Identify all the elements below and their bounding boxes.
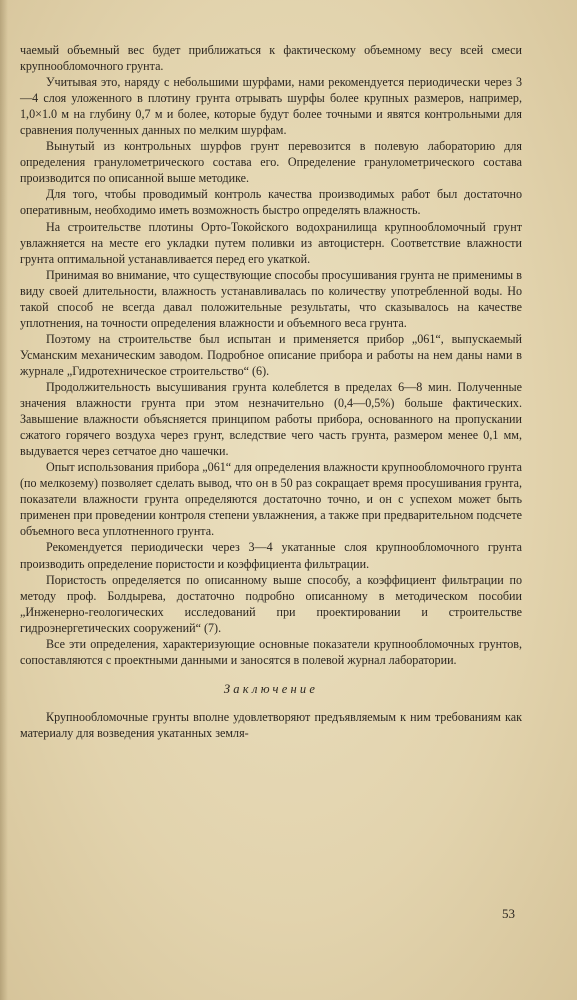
paragraph-5: На строительстве плотины Орто-Токойского водохранилища крупнообломочный грунт увлажняется на месте его укладки путем поливки из автоцистерн. Соответствие влажности грунта оптимальной устанавливается перед его укаткой. bbox=[20, 219, 522, 266]
section-heading: Заключение bbox=[223, 681, 319, 696]
paragraph-4: Для того, чтобы проводимый контроль качества производимых работ был достаточно оперативным, необходимо иметь возможность быстро определять влажность. bbox=[20, 187, 522, 218]
paragraph-7: Поэтому на строительстве был испытан и применяется прибор „061“, выпускаемый Усманским механическим заводом. Подробное описание прибора и работы на нем даны нами в журнале „Гидротехническое строительство“ (6). bbox=[20, 331, 522, 378]
paragraph-11: Пористость определяется по описанному выше способу, а коэффициент фильтрации по методу проф. Болдырева, достаточно подробно описанному в методическом пособии „Инженерно-геологических исследований при проектировании и строительстве гидроэнергетических сооружений“ (7). bbox=[20, 572, 522, 635]
paragraph-3: Вынутый из контрольных шурфов грунт перевозится в полевую лабораторию для определения гранулометрического состава его. Определение гранулометрического состава производится по описанной выше методике. bbox=[20, 139, 522, 186]
paragraph-2: Учитывая это, наряду с небольшими шурфами, нами рекомендуется периодически через 3—4 слоя уложенного в плотину грунта отрывать шурфы более крупных размеров, например, 1,0×1.0 м на глубину 0,7 м и более, которые будут более точными и явятся контрольными для сравнения полученных данных по мелким шурфам. bbox=[20, 75, 522, 138]
page-body bbox=[20, 42, 522, 741]
paragraph-10: Рекомендуется периодически через 3—4 укатанные слоя крупнообломочного грунта производить определение пористости и коэффициента фильтрации. bbox=[20, 540, 522, 571]
paragraph-8: Продолжительность высушивания грунта колеблется в пределах 6—8 мин. Полученные значения влажности грунта при этом незначительно (0,4—0,5%) больше фактических. Завышение влажности объясняется принципом работы прибора, основанного на пропускании сжатого горячего воздуха через грунт, вследствие чего часть грунта, размером менее 0,1 мм, выдувается через сетчатое дно чашечки. bbox=[20, 379, 522, 459]
paragraph-9: Опыт использования прибора „061“ для определения влажности крупнообломочного грунта (по мелкозему) позволяет сделать вывод, что он в 50 раз сокращает время просушивания грунта, показатели влажности грунта определяются достаточно точно, и он с успехом может быть применен при проведении контроля степени увлажнения, а также при предварительном подсчете объемного веса уплотненного грунта. bbox=[20, 460, 522, 539]
paragraph-12: Все эти определения, характеризующие основные показатели крупнообломочных грунтов, сопоставляются с проектными данными и заносятся в полевой журнал лаборатории. bbox=[20, 636, 522, 667]
paragraph-1: чаемый объемный вес будет приближаться к фактическому объемному весу всей смеси крупнообломочного грунта. bbox=[20, 43, 522, 74]
paragraph-6: Принимая во внимание, что существующие способы просушивания грунта не применимы в виду своей длительности, влажность устанавливалась по количеству употребленной воды. Но такой способ не всегда давал положительные результаты, что сказывалось на качестве уплотнения, на точности определения влажности и объемного веса грунта. bbox=[20, 267, 522, 330]
page-edge-shadow bbox=[0, 0, 8, 1000]
page-number: 53 bbox=[502, 906, 515, 921]
conclusion-paragraph: Крупнообломочные грунты вполне удовлетворяют предъявляемым к ним требованиям как материалу для возведения укатанных земля- bbox=[20, 709, 522, 740]
